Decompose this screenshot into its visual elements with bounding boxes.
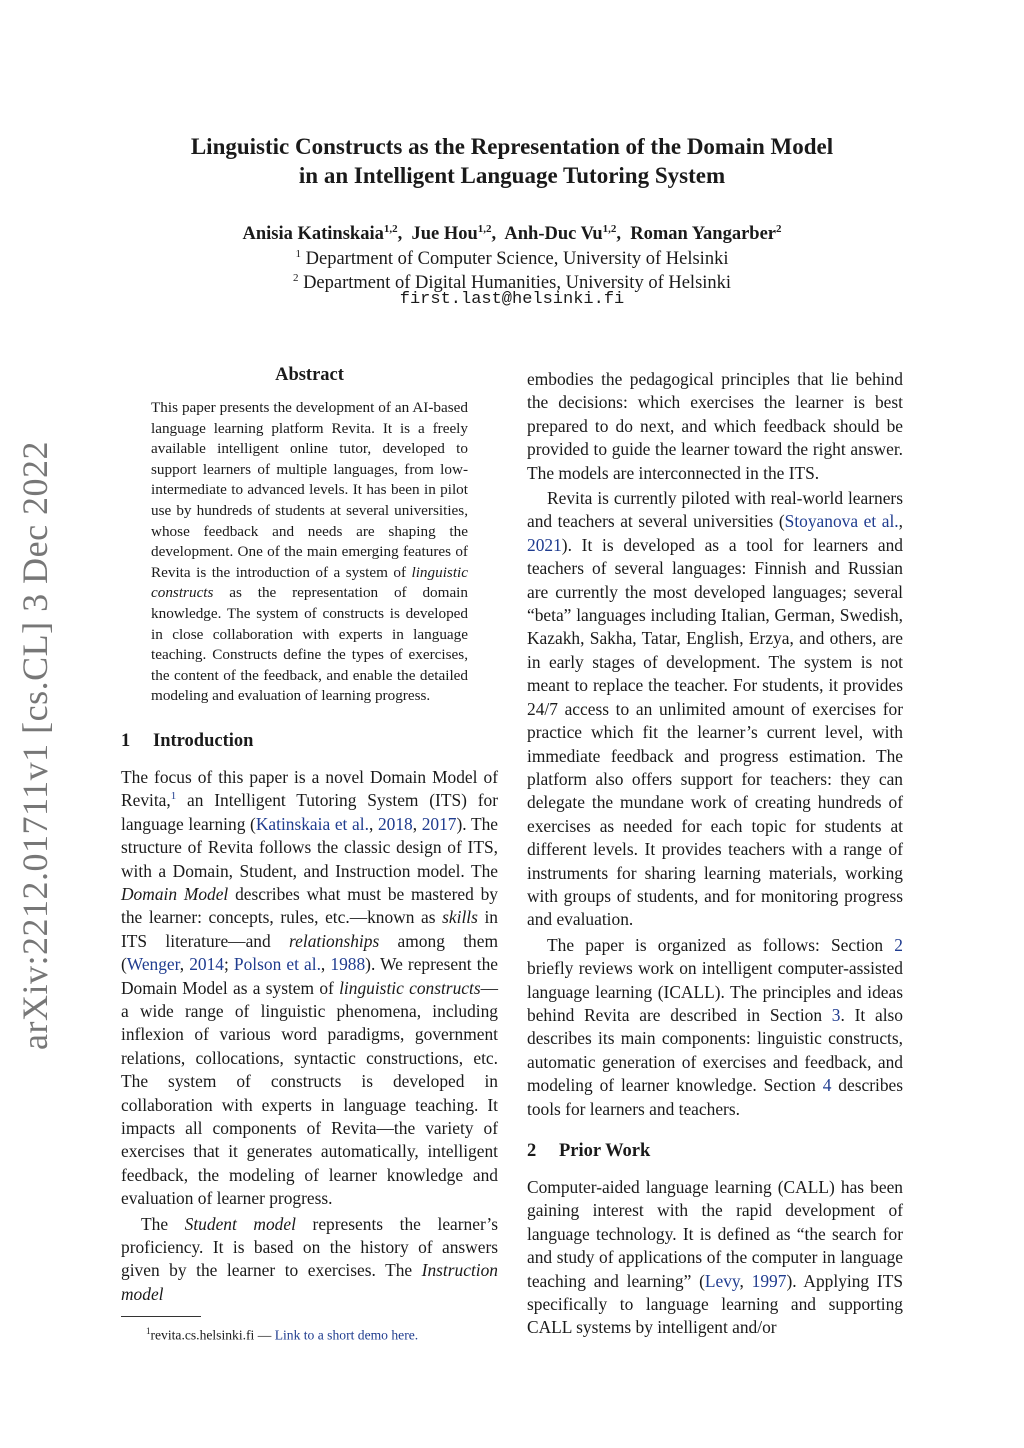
citation-link[interactable]: 2021: [527, 534, 562, 555]
text-span: ). It is developed as a tool for learners and teachers of several languages: Finnish and Russian are currently the most developed languages; several “beta” languages including Italian, German, Swedish, Kazakh, Sakha, Tatar, English, Erzya, and others, are in early stages of development. The system is not meant to replace the teacher. For students, it provides 24/7 access to an unlimited amount of exercises for practice which fit the learner’s current level, with immediate feedback and progress estimation. The platform also offers support for teachers: they can delegate the mundane work of creating hundreds of exercises as needed for each topic for students at different levels. It provides teachers with a range of instruments for sharing learning materials, working with groups of students, and for monitoring progress and evaluation.: [527, 534, 903, 930]
text-span: —a wide range of linguistic phenomena, including inflexion of various word paradigms, government relations, collocations, syntactic constructions, etc. The system of constructs is developed in collaboration with experts in language teaching. It impacts all components of Revita—the variety of exercises that it generates automatically, intelligent feedback, the modeling of learner knowledge and evaluation of learner progress.: [121, 977, 498, 1209]
author-affil-sup: 1,2: [477, 223, 492, 235]
text-span: . It also describes its main components: linguistic constructs, automatic generation of exercises and feedback, and modeling of learner knowledge. Section: [527, 1004, 903, 1096]
title-line-1: Linguistic Constructs as the Representation of the Domain Model: [190, 134, 834, 159]
citation-link[interactable]: 2014: [189, 954, 224, 975]
section-number: 1: [121, 730, 131, 751]
affiliation-sup: 1: [295, 248, 302, 260]
text-span: represents the learner’s proficiency. It is based on the history of answers given by the learner to exercises. The: [121, 1213, 499, 1281]
right-column: [527, 368, 903, 1340]
text-span: in ITS literature—and: [121, 907, 499, 951]
citation-link[interactable]: Stoyanova et al.: [784, 511, 899, 532]
section-ref-link[interactable]: 4: [822, 1075, 832, 1096]
abstract-emphasis: linguistic constructs: [151, 563, 468, 602]
emphasis: Student model: [184, 1213, 296, 1234]
text-span: ,: [412, 813, 422, 834]
abstract-text: [151, 398, 468, 707]
emphasis: skills: [442, 907, 478, 928]
citation-link[interactable]: Levy: [704, 1270, 740, 1291]
author-affil-sup: 1,2: [602, 223, 617, 235]
intro-paragraph-2-start: [121, 1213, 498, 1307]
author-list: Anisia Katinskaia$^{1,2}$, Jue Hou$^{1,2}$, Anh-Duc Vu$^{1,2}$, Roman Yangarber$^2$: [242, 223, 782, 245]
section-ref-link[interactable]: 2: [894, 934, 903, 955]
emphasis: Domain Model: [121, 883, 229, 904]
author-name: Anisia Katinskaia: [242, 224, 384, 245]
emphasis: linguistic constructs: [339, 977, 481, 998]
author-name: Jue Hou: [411, 224, 478, 245]
prior-work-paragraph-1: [527, 1176, 903, 1340]
citation-link[interactable]: 2017: [421, 813, 457, 834]
text-span: Computer-aided language learning (CALL) has been gaining interest with the rapid development of language technology. It is defined as “the search for and study of applications of the computer in language teaching and learning” (: [527, 1177, 903, 1291]
citation-link[interactable]: 1988: [330, 954, 366, 975]
text-span: ,: [179, 954, 190, 975]
emphasis: relationships: [289, 930, 380, 951]
footnote-text: revita.cs.helsinki.fi —: [150, 1327, 275, 1343]
citation-link[interactable]: Wenger: [126, 954, 180, 975]
citation-link[interactable]: 2018: [377, 813, 413, 834]
text-span: ). Applying ITS specifically to language learning and supporting CALL systems by intelligent and/or: [527, 1270, 903, 1338]
affiliation-text: Department of Computer Science, University of Helsinki: [305, 249, 729, 270]
text-span: describes tools for learners and teachers.: [527, 1075, 903, 1119]
footnote-rule: [121, 1316, 201, 1317]
footnote-marker[interactable]: 1: [170, 790, 177, 803]
section-number: 2: [527, 1141, 537, 1161]
left-column: [121, 365, 498, 1344]
abstract-span: This paper presents the development of an AI-based language learning platform Revita. It is a freely available intelligent online tutor, developed to support learners of multiple languages, from low-intermediate to advanced levels. It has been in pilot use by hundreds of students at several universities, whose feedback and needs are shaping the development. One of the main emerging features of Revita is the introduction of a system of: [151, 399, 468, 581]
text-span: ;: [223, 954, 234, 975]
intro-paragraph-1: [121, 766, 498, 1211]
author-name: Anh-Duc Vu: [504, 224, 603, 245]
text-span: ,: [739, 1270, 752, 1291]
intro-paragraph-3: [527, 487, 903, 932]
text-span: The: [141, 1213, 185, 1234]
emphasis: Instruction model: [121, 1260, 498, 1304]
section-title: Introduction: [153, 730, 254, 751]
text-span: The paper is organized as follows: Section: [547, 934, 895, 955]
text-span: ). The structure of Revita follows the classic design of ITS, with a Domain, Student, and Instruction model. The: [121, 813, 499, 881]
footnote-number: 1: [146, 1326, 151, 1337]
affiliation-sup: 2: [292, 272, 299, 284]
text-span: ,: [898, 511, 904, 532]
section-ref-link[interactable]: 3: [831, 1004, 841, 1025]
text-span: describes what must be mastered by the learner: concepts, rules, etc.—known as: [121, 883, 499, 928]
footnote: [121, 1323, 498, 1344]
author-email: first.last@helsinki.fi: [399, 290, 625, 309]
section-heading-prior-work: [527, 1141, 903, 1162]
section-heading-introduction: [121, 731, 498, 752]
abstract-span: as the representation of domain knowledge. The system of constructs is developed in close collaboration with experts in language teaching. Constructs define the types of exercises, the content of the feedback, and enable the detailed modeling and evaluation of learning progress.: [151, 584, 468, 705]
title-line-2: in an Intelligent Language Tutoring System: [298, 163, 726, 188]
text-span: ,: [368, 813, 378, 834]
section-title: Prior Work: [559, 1141, 651, 1161]
paper-title: [100, 132, 924, 190]
text-span: among them (: [121, 930, 498, 975]
citation-link[interactable]: Polson et al.: [233, 954, 321, 975]
citation-link[interactable]: 1997: [751, 1270, 787, 1291]
text-span: an Intelligent Tutoring System (ITS) for language learning (: [121, 790, 498, 834]
text-span: ). We represent the Domain Model as a system of: [121, 954, 498, 998]
author-affil-sup: 2: [776, 223, 782, 235]
text-span: The focus of this paper is a novel Domain Model of Revita,: [121, 766, 498, 811]
arxiv-stamp: arXiv:2212.01711v1 [cs.CL] 3 Dec 2022: [15, 440, 55, 1050]
demo-link[interactable]: Link to a short demo here.: [274, 1327, 419, 1343]
author-affil-sup: 1,2: [383, 223, 398, 235]
author-name: Roman Yangarber: [630, 224, 777, 245]
intro-paragraph-4: [527, 934, 903, 1121]
text-span: ,: [320, 954, 331, 975]
affiliation-text: Department of Digital Humanities, University of Helsinki: [303, 273, 732, 294]
text-span: briefly reviews work on intelligent computer-assisted language learning (ICALL). The principles and ideas behind Revita are described in Section: [527, 958, 903, 1025]
citation-link[interactable]: Katinskaia et al.: [255, 813, 369, 834]
text-span: Revita is currently piloted with real-world learners and teachers at several universities (: [527, 488, 903, 532]
abstract-heading: Abstract: [275, 365, 344, 385]
intro-paragraph-2-continued: embodies the pedagogical principles that lie behind the decisions: which exercises the learner is best prepared to do next, and which feedback should be provided to guide the learner toward the right answer. The models are interconnected in the ITS.: [527, 369, 903, 483]
